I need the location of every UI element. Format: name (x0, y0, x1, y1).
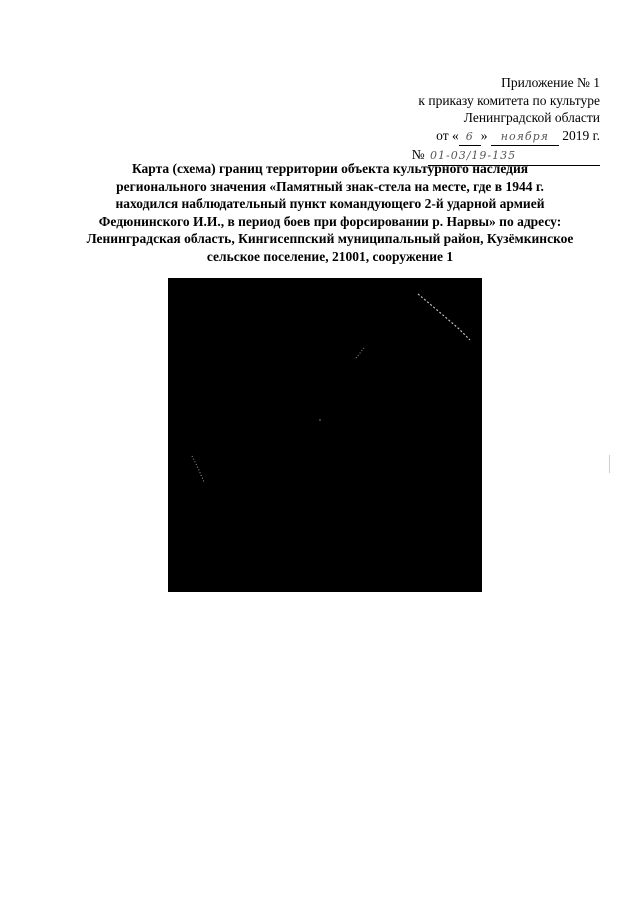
appendix-order-ref: к приказу комитета по культуре (418, 92, 600, 108)
appendix-title: Приложение № 1 (501, 75, 600, 90)
map-trace-center (356, 348, 364, 358)
title-line-1: Карта (схема) границ территории объекта культурного наследия (131, 161, 529, 176)
appendix-block (412, 74, 600, 166)
number-prefix: № (411, 147, 425, 162)
title-line-3: находился наблюдательный пункт командующего 2-й ударной армией (115, 196, 545, 212)
boundary-map (168, 278, 482, 592)
document-title (60, 160, 600, 266)
title-line-2: регионального значения «Памятный знак-стела на месте, где в 1944 г. (116, 178, 544, 194)
appendix-region: Ленинградской области (463, 110, 600, 125)
date-month-handwritten: ноября (491, 128, 559, 147)
scan-speck (609, 455, 610, 473)
number-handwritten: 01-03/19-135 (428, 147, 600, 166)
title-line-4: Федюнинского И.И., в период боев при форсировании р. Нарвы» по адресу: (98, 213, 562, 229)
date-year: 2019 г. (562, 127, 600, 143)
date-day-handwritten: 6 (459, 128, 481, 147)
appendix-date (412, 127, 600, 147)
date-mid: » (480, 127, 488, 143)
title-line-5: Ленинградская область, Кингисеппский муниципальный район, Кузёмкинское (86, 231, 574, 247)
map-trace-west (192, 456, 204, 482)
map-trace-northeast (418, 294, 470, 340)
date-prefix: от « (436, 127, 459, 143)
map-scan-traces (168, 278, 482, 592)
title-line-6: сельское поселение, 21001, сооружение 1 (206, 248, 454, 264)
map-point-center (319, 419, 321, 421)
